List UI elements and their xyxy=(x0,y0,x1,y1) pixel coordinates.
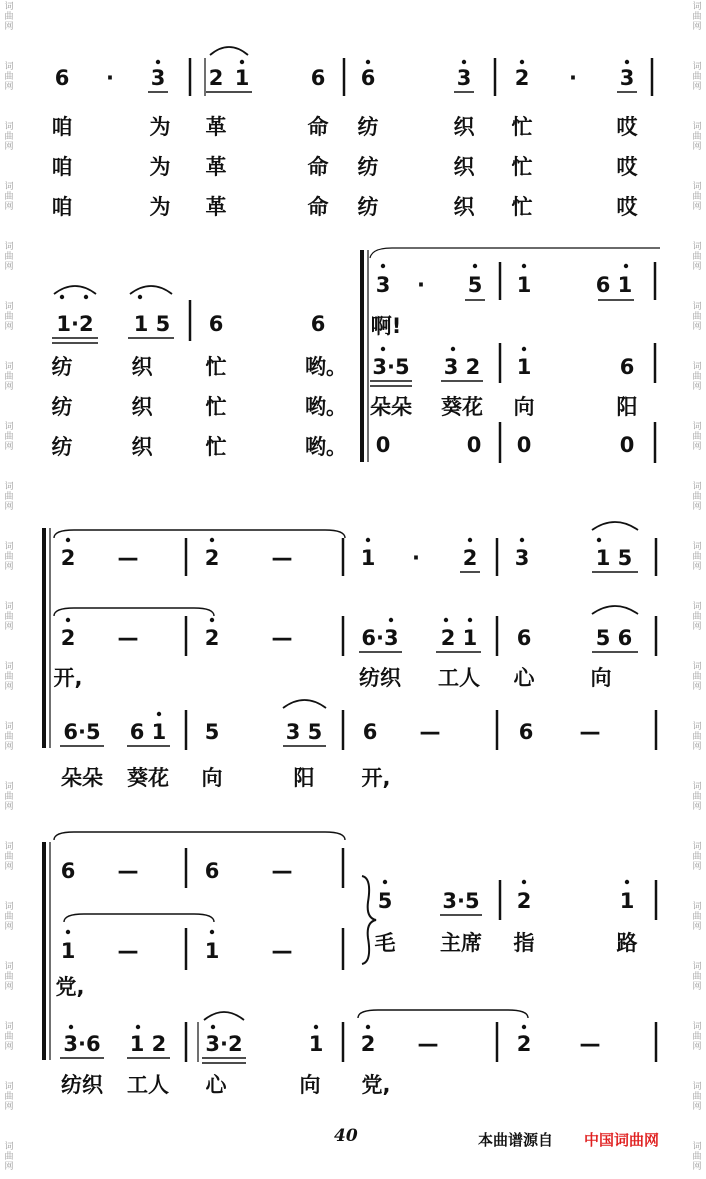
watermark-text: 词曲网 xyxy=(4,242,14,272)
octave-dot xyxy=(156,60,160,64)
watermark-text: 词曲网 xyxy=(692,602,702,632)
lyric-char: 织 xyxy=(453,155,475,179)
lyric-char: 哎 xyxy=(616,115,638,139)
watermark-text: 词曲网 xyxy=(4,902,14,932)
octave-dot xyxy=(624,264,628,268)
lyric-char: 命 xyxy=(307,195,329,219)
note: · xyxy=(417,273,425,297)
octave-dot xyxy=(381,347,385,351)
note: 3 5 xyxy=(285,720,323,744)
watermark-text: 词曲网 xyxy=(692,722,702,752)
lyric-char: 工人 xyxy=(438,666,480,690)
lyric-char: 忙 xyxy=(511,155,533,179)
note: 3 xyxy=(375,273,391,297)
note: · xyxy=(569,66,577,90)
octave-dot xyxy=(462,60,466,64)
watermark-text: 词曲网 xyxy=(4,302,14,332)
note: — xyxy=(271,546,293,570)
watermark-text: 词曲网 xyxy=(692,362,702,392)
note: 1 xyxy=(60,939,76,963)
lyric-char: 工人 xyxy=(127,1073,169,1097)
note: 3·6 xyxy=(63,1032,101,1056)
note: 6 xyxy=(310,312,326,336)
octave-dot xyxy=(522,347,526,351)
lyric-char: 向 xyxy=(299,1073,321,1097)
note: 1 2 xyxy=(129,1032,167,1056)
lyric-char: 命 xyxy=(307,115,329,139)
watermark-text: 词曲网 xyxy=(692,1022,702,1052)
lyric-char: 纺织 xyxy=(359,666,401,690)
lyric-char: 忙 xyxy=(205,395,227,419)
note: 1·2 xyxy=(56,312,94,336)
lyric-char: 纺 xyxy=(357,155,379,179)
lyric-char: 为 xyxy=(149,115,171,139)
watermark-text: 词曲网 xyxy=(692,902,702,932)
note: 3 xyxy=(619,66,635,90)
watermark-text: 词曲网 xyxy=(4,482,14,512)
lyric-char: 织 xyxy=(131,395,153,419)
phrase-bracket xyxy=(54,608,214,616)
octave-dot xyxy=(66,618,70,622)
lyric-char: 革 xyxy=(205,155,227,179)
octave-dot xyxy=(625,60,629,64)
note: 1 xyxy=(204,939,220,963)
lyric-char: 哟。 xyxy=(305,395,347,419)
note: 1 xyxy=(308,1032,324,1056)
watermark-text: 词曲网 xyxy=(4,422,14,452)
lyric-char: 向 xyxy=(513,395,535,419)
note: 2 xyxy=(60,546,76,570)
watermark-text: 词曲网 xyxy=(692,662,702,692)
phrase-bracket xyxy=(370,248,660,258)
watermark-text: 词曲网 xyxy=(4,662,14,692)
watermark-text: 词曲网 xyxy=(4,362,14,392)
lyric-char: 革 xyxy=(205,115,227,139)
note: — xyxy=(417,1032,439,1056)
note: 2 xyxy=(462,546,478,570)
lyric-char: 纺织 xyxy=(61,1073,103,1097)
page-number: 40 xyxy=(334,1126,358,1146)
octave-dot xyxy=(210,538,214,542)
watermark-text: 词曲网 xyxy=(4,122,14,152)
note: 6 xyxy=(208,312,224,336)
octave-dot xyxy=(522,1025,526,1029)
note: 1 xyxy=(234,66,250,90)
note: — xyxy=(419,720,441,744)
lyric-char: 忙 xyxy=(205,355,227,379)
lyric-char: 哟。 xyxy=(305,435,347,459)
watermark-text: 词曲网 xyxy=(4,782,14,812)
note: 3·5 xyxy=(372,355,410,379)
lyric-char: 哎 xyxy=(616,195,638,219)
octave-dot xyxy=(366,60,370,64)
note: — xyxy=(117,939,139,963)
note: 6 1 xyxy=(129,720,167,744)
lyric-char: 咱 xyxy=(51,155,73,179)
note: 3 xyxy=(514,546,530,570)
note: — xyxy=(271,626,293,650)
lyric-char: 哟。 xyxy=(305,355,347,379)
note: 2 xyxy=(516,1032,532,1056)
octave-dot xyxy=(66,930,70,934)
lyric-char: 葵花 xyxy=(127,766,169,790)
lyric-char: 开, xyxy=(53,666,83,690)
lyric-char: 向 xyxy=(201,766,223,790)
note: 6 xyxy=(619,355,635,379)
note: — xyxy=(579,1032,601,1056)
note: 2 xyxy=(208,66,224,90)
watermark-text: 词曲网 xyxy=(4,1082,14,1112)
phrase-bracket xyxy=(358,1010,528,1018)
lyric-char: 阳 xyxy=(616,395,638,419)
lyric-char: 纺 xyxy=(51,395,73,419)
lyric-char: 织 xyxy=(453,195,475,219)
lyric-char: 开, xyxy=(361,766,391,790)
watermark-text: 词曲网 xyxy=(692,1142,702,1172)
octave-dot xyxy=(157,712,161,716)
octave-dot xyxy=(84,295,88,299)
slur xyxy=(210,47,248,55)
note: 2 xyxy=(360,1032,376,1056)
slur xyxy=(283,700,326,708)
lyric-char: 指 xyxy=(513,931,535,955)
watermark-text: 词曲网 xyxy=(4,182,14,212)
watermark-text: 词曲网 xyxy=(4,602,14,632)
slur xyxy=(592,606,638,614)
lyric-char: 织 xyxy=(453,115,475,139)
note: 6 xyxy=(362,720,378,744)
phrase-bracket xyxy=(64,914,214,922)
octave-dot xyxy=(383,880,387,884)
octave-dot xyxy=(468,618,472,622)
note: 2 1 xyxy=(440,626,478,650)
note: 1 5 xyxy=(133,312,171,336)
lyric-char: 朵朵 xyxy=(61,766,103,790)
lyric-char: 朵朵 xyxy=(370,395,412,419)
note: 6 xyxy=(60,859,76,883)
note: 3 xyxy=(456,66,472,90)
octave-dot xyxy=(522,880,526,884)
watermark-text: 词曲网 xyxy=(692,482,702,512)
watermark-text: 词曲网 xyxy=(692,122,702,152)
footer-source-label: 本曲谱源自 xyxy=(478,1131,554,1149)
slur xyxy=(130,286,172,294)
lyric-char: 为 xyxy=(149,195,171,219)
note: — xyxy=(117,546,139,570)
octave-dot xyxy=(520,538,524,542)
note: 6 xyxy=(54,66,70,90)
octave-dot xyxy=(211,1025,215,1029)
note: 6·5 xyxy=(63,720,101,744)
watermark-text: 词曲网 xyxy=(692,542,702,572)
octave-dot xyxy=(136,1025,140,1029)
octave-dot xyxy=(69,1025,73,1029)
lyric-char: 哎 xyxy=(616,155,638,179)
note: — xyxy=(271,939,293,963)
lyric-char: 心 xyxy=(205,1073,227,1097)
watermark-text: 词曲网 xyxy=(4,1022,14,1052)
lyric-char: 啊! xyxy=(370,314,402,338)
octave-dot xyxy=(473,264,477,268)
note: 5 xyxy=(204,720,220,744)
slur xyxy=(204,1012,244,1020)
note: 1 xyxy=(516,273,532,297)
octave-dot xyxy=(468,538,472,542)
octave-dot xyxy=(625,880,629,884)
note: 0 xyxy=(375,433,391,457)
octave-dot xyxy=(389,618,393,622)
note: 1 xyxy=(516,355,532,379)
lyric-char: 命 xyxy=(307,155,329,179)
watermark-text: 词曲网 xyxy=(692,182,702,212)
note: 6 xyxy=(518,720,534,744)
note: 2 xyxy=(204,546,220,570)
octave-dot xyxy=(597,538,601,542)
lyric-char: 阳 xyxy=(293,766,315,790)
footer-site-name: 中国词曲网 xyxy=(584,1131,660,1149)
note: 2 xyxy=(60,626,76,650)
phrase-bracket xyxy=(54,530,345,538)
phrase-bracket xyxy=(54,832,345,840)
lyric-char: 咱 xyxy=(51,115,73,139)
lyric-char: 纺 xyxy=(357,115,379,139)
octave-dot xyxy=(366,1025,370,1029)
note: 0 xyxy=(619,433,635,457)
lyric-char: 纺 xyxy=(357,195,379,219)
note: 3·2 xyxy=(205,1032,243,1056)
watermark-text: 词曲网 xyxy=(4,62,14,92)
lyric-char: 党, xyxy=(55,975,85,999)
lyric-char: 心 xyxy=(513,666,535,690)
note: 6·3 xyxy=(361,626,399,650)
note: 6 xyxy=(204,859,220,883)
note: — xyxy=(579,720,601,744)
lyric-char: 毛 xyxy=(374,931,396,955)
note: 6 xyxy=(310,66,326,90)
lyric-char: 向 xyxy=(590,666,612,690)
octave-dot xyxy=(366,538,370,542)
octave-dot xyxy=(522,264,526,268)
watermark-text: 词曲网 xyxy=(692,782,702,812)
note: · xyxy=(412,546,420,570)
watermark-text: 词曲网 xyxy=(692,1082,702,1112)
octave-dot xyxy=(381,264,385,268)
note: 0 xyxy=(516,433,532,457)
note: 6 1 xyxy=(595,273,633,297)
lyric-char: 织 xyxy=(131,355,153,379)
note: 1 xyxy=(619,889,635,913)
watermark-text: 词曲网 xyxy=(4,2,14,32)
watermark-text: 词曲网 xyxy=(4,842,14,872)
lyric-char: 党, xyxy=(361,1073,391,1097)
note: 6 xyxy=(516,626,532,650)
octave-dot xyxy=(240,60,244,64)
lyric-char: 路 xyxy=(616,931,638,955)
note: — xyxy=(117,626,139,650)
note: 3 xyxy=(150,66,166,90)
watermark-text: 词曲网 xyxy=(4,722,14,752)
octave-dot xyxy=(444,618,448,622)
octave-dot xyxy=(314,1025,318,1029)
note: 2 xyxy=(204,626,220,650)
note: 5 xyxy=(467,273,483,297)
lyric-char: 忙 xyxy=(511,195,533,219)
watermark-text: 词曲网 xyxy=(4,962,14,992)
lyric-char: 为 xyxy=(149,155,171,179)
lyric-char: 忙 xyxy=(511,115,533,139)
octave-dot xyxy=(451,347,455,351)
octave-dot xyxy=(138,295,142,299)
note: 1 5 xyxy=(595,546,633,570)
lyric-char: 咱 xyxy=(51,195,73,219)
note: 3 2 xyxy=(443,355,481,379)
note: — xyxy=(271,859,293,883)
octave-dot xyxy=(60,295,64,299)
lyric-char: 织 xyxy=(131,435,153,459)
note: 5 xyxy=(377,889,393,913)
note: 6 xyxy=(360,66,376,90)
note: 0 xyxy=(466,433,482,457)
octave-dot xyxy=(210,930,214,934)
lyric-char: 忙 xyxy=(205,435,227,459)
watermark-text: 词曲网 xyxy=(692,62,702,92)
note: 3·5 xyxy=(442,889,480,913)
lyric-char: 葵花 xyxy=(441,395,483,419)
note: 1 xyxy=(360,546,376,570)
watermark-text: 词曲网 xyxy=(692,842,702,872)
watermark-text: 词曲网 xyxy=(692,422,702,452)
lyric-char: 纺 xyxy=(51,355,73,379)
octave-dot xyxy=(66,538,70,542)
lyric-char: 纺 xyxy=(51,435,73,459)
watermark-text: 词曲网 xyxy=(692,302,702,332)
note: · xyxy=(106,66,114,90)
octave-dot xyxy=(210,618,214,622)
slur xyxy=(592,522,638,530)
watermark-text: 词曲网 xyxy=(4,1142,14,1172)
lyric-char: 主席 xyxy=(440,931,482,955)
watermark-text: 词曲网 xyxy=(692,242,702,272)
watermark-text: 词曲网 xyxy=(692,2,702,32)
watermark-text: 词曲网 xyxy=(692,962,702,992)
lyric-char: 革 xyxy=(205,195,227,219)
note: — xyxy=(117,859,139,883)
slur xyxy=(54,286,96,294)
note: 2 xyxy=(516,889,532,913)
octave-dot xyxy=(520,60,524,64)
watermark-text: 词曲网 xyxy=(4,542,14,572)
note: 5 6 xyxy=(595,626,633,650)
note: 2 xyxy=(514,66,530,90)
